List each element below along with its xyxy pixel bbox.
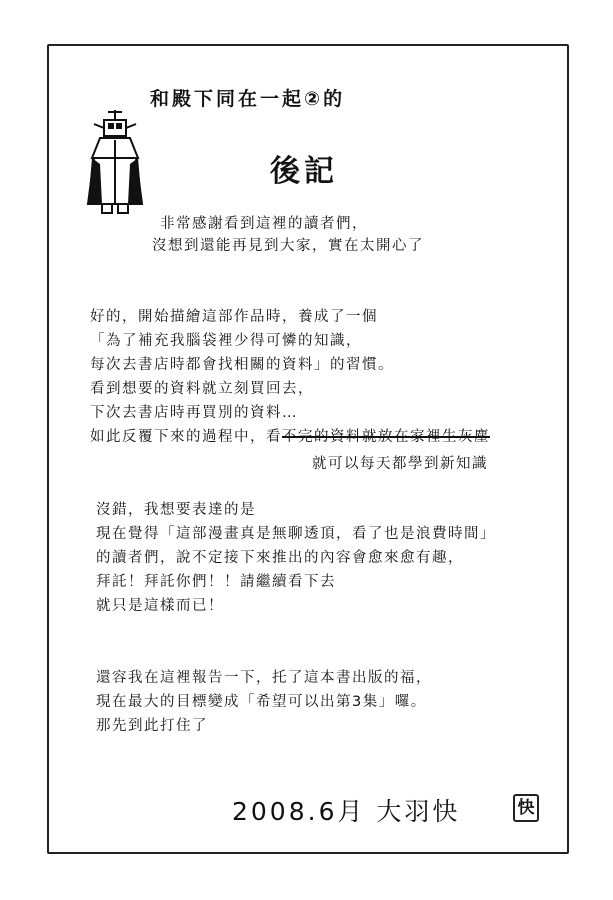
series-title: 和殿下同在一起②的 — [150, 88, 346, 110]
paragraph-line: 現在最大的目標變成「希望可以出第3集」囉。 — [96, 694, 427, 710]
paragraph-line: 的讀者們，說不定接下來推出的內容會愈來愈有趣， — [96, 550, 464, 566]
paragraph-line: 那先到此打住了 — [96, 718, 208, 734]
page-title: 後記 — [270, 154, 338, 189]
intro-line: 非常感謝看到這裡的讀者們， — [160, 216, 368, 232]
correction-note: 就可以每天都學到新知識 — [312, 456, 488, 472]
paragraph-line — [90, 425, 490, 446]
paragraph-line: 拜託！拜託你們！！請繼續看下去 — [96, 574, 336, 590]
paragraph-line: 現在覺得「這部漫畫真是無聊透頂，看了也是浪費時間」 — [96, 526, 496, 542]
paragraph-line: 還容我在這裡報告一下，托了這本書出版的福， — [96, 670, 432, 686]
paragraph-line: 看到想要的資料就立刻買回去， — [90, 381, 314, 397]
paragraph-line: 好的，開始描繪這部作品時，養成了一個 — [90, 309, 378, 325]
signature-date: 2008.6月 大羽快 — [232, 797, 461, 826]
paragraph-line: 每次去書店時都會找相關的資料」的習慣。 — [90, 357, 394, 373]
struck-through-text: 不完的資料就放在家裡生灰塵 — [282, 429, 490, 445]
paragraph-text: 如此反覆下來的過程中，看 — [90, 429, 282, 445]
author-seal: 快 — [513, 794, 539, 822]
intro-line: 沒想到還能再見到大家，實在太開心了 — [152, 238, 424, 254]
paragraph-line: 「為了補充我腦袋裡少得可憐的知識， — [90, 333, 362, 349]
paragraph-line: 沒錯，我想要表達的是 — [96, 502, 256, 518]
paragraph-line: 下次去書店時再買別的資料… — [90, 405, 298, 421]
paragraph-line: 就只是這樣而已！ — [96, 598, 224, 614]
robot-mascot-illustration — [84, 108, 146, 216]
